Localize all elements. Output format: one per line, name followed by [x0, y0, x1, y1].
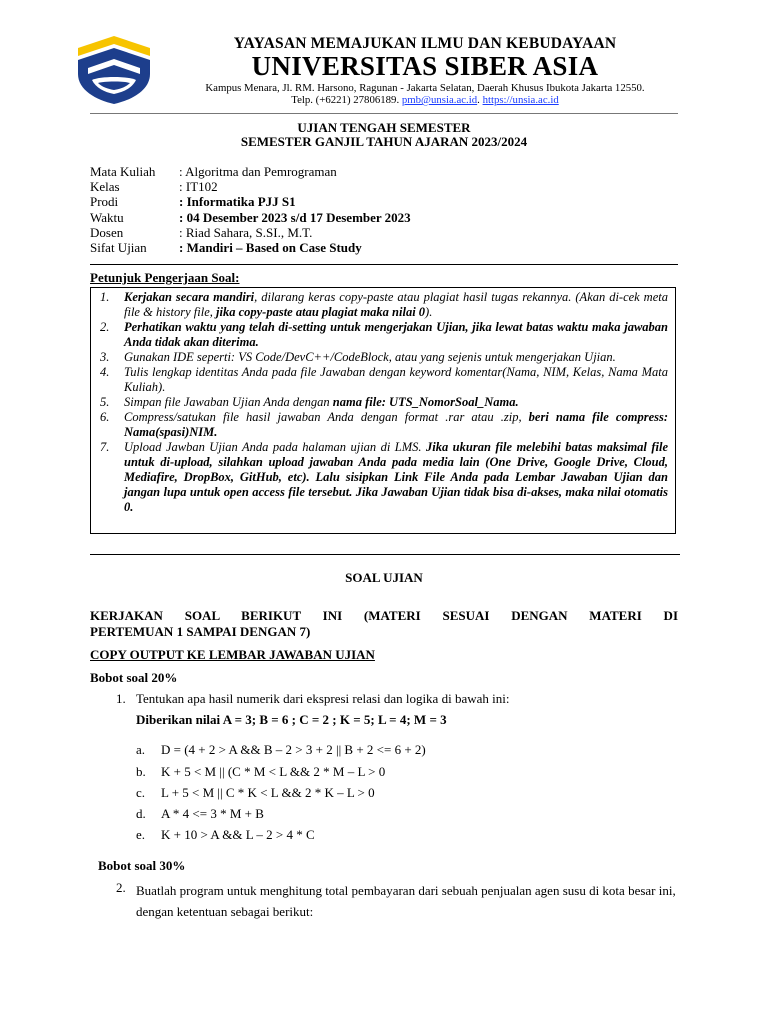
expression-letter: d. [136, 806, 146, 821]
instruction-text: jika copy-paste atau plagiat maka nilai 0 [216, 305, 426, 319]
info-row-exam-type [90, 240, 362, 256]
expression-letter: c. [136, 785, 146, 800]
info-value: : Riad Sahara, S.SI., M.T. [179, 225, 313, 240]
expression-text: A * 4 <= 3 * M + B [161, 806, 264, 821]
website-link[interactable]: https://unsia.ac.id [482, 94, 559, 106]
info-label: Prodi [90, 194, 119, 209]
soal-title: SOAL UJIAN [345, 570, 423, 585]
unsia-logo-icon [74, 34, 154, 106]
expression-letter: a. [136, 742, 146, 757]
instruction-text: Gunakan IDE seperti: VS Code/DevC++/CodeBlock, atau yang sejenis untuk mengerjakan Ujian. [124, 350, 616, 364]
expression-text: K + 10 > A && L – 2 > 4 * C [161, 827, 315, 842]
task-instruction-cont: PERTEMUAN 1 SAMPAI DENGAN 7) [90, 624, 311, 639]
info-value: : Algoritma dan Pemrograman [179, 164, 337, 179]
instruction-text: Compress/satukan file hasil jawaban Anda dengan format .rar atau .zip, [124, 410, 529, 424]
instruction-number: 1. [100, 290, 110, 304]
instruction-text: Tulis lengkap identitas Anda pada file Jawaban dengan keyword komentar(Nama, NIM, Kelas, Nama Mata Kuliah). [124, 365, 668, 394]
instruction-text: , dilarang keras copy-paste atau plagiat hasil tugas rekannya. (Akan di-cek meta file & history file, [124, 290, 668, 319]
instruction-text: Jika ukuran file melebihi batas maksimal file untuk di-upload, silahkan upload jawaban Anda pada media lain (One Drive, Google Drive, Cloud, Mediafire, DropBox, GitHub, etc). Lalu sisipkan Link File Anda pada Lembar Jawaban Ujian dan jangan lupa untuk open access file tersebut. Jika Jawaban Ujian tidak bisa di-akses, maka nilai otomatis 0. [124, 440, 668, 514]
info-row-course [90, 164, 337, 180]
info-row-class [90, 179, 218, 195]
instruction-item [96, 320, 668, 350]
instruction-text: Simpan file Jawaban Ujian Anda dengan [124, 395, 333, 409]
info-value: : Mandiri – Based on Case Study [179, 240, 362, 255]
question-text: Buatlah program untuk menghitung total pembayaran dari sebuah penjualan agen susu di kota besar ini, dengan ketentuan sebagai berikut: [136, 883, 676, 919]
given-values: Diberikan nilai A = 3; B = 6 ; C = 2 ; K = 5; L = 4; M = 3 [136, 712, 447, 727]
expression-text: K + 5 < M || (C * M < L && 2 * M – L > 0 [161, 764, 386, 779]
info-label: Mata Kuliah [90, 164, 156, 179]
contact-line: Telp. (+6221) 27806189. pmb@unsia.ac.id. https://unsia.ac.id [291, 94, 559, 106]
question-number: 1. [116, 691, 126, 706]
task-instruction: KERJAKAN SOAL BERIKUT INI (MATERI SESUAI DENGAN MATERI DI [90, 608, 678, 623]
exam-title: UJIAN TENGAH SEMESTER [297, 120, 471, 135]
expression-letter: b. [136, 764, 146, 779]
instruction-item [96, 410, 668, 440]
info-value: : 04 Desember 2023 s/d 17 Desember 2023 [179, 210, 411, 225]
instructions-heading: Petunjuk Pengerjaan Soal: [90, 270, 240, 285]
expression-item [136, 742, 426, 758]
instruction-text: Kerjakan secara mandiri [124, 290, 255, 304]
instruction-number: 2. [100, 320, 110, 334]
question-weight: Bobot soal 20% [90, 670, 178, 685]
phone-number: Telp. (+6221) 27806189. [291, 94, 400, 106]
info-row-program [90, 194, 296, 210]
instruction-number: 4. [100, 365, 110, 379]
instruction-text: Upload Jawban Ujian Anda pada halaman ujian di LMS. [124, 440, 426, 454]
question-weight: Bobot soal 30% [98, 858, 186, 873]
instruction-text: Perhatikan waktu yang telah di-setting untuk mengerjakan Ujian, jika lewat batas waktu maka jawaban Anda tidak akan diterima. [124, 320, 668, 349]
info-row-time [90, 210, 411, 226]
expression-item [136, 827, 315, 843]
info-label: Dosen [90, 225, 124, 240]
expression-text: L + 5 < M || C * K < L && 2 * K – L > 0 [161, 785, 375, 800]
instruction-text: nama file: UTS_NomorSoal_Nama. [332, 395, 519, 409]
foundation-name: YAYASAN MEMAJUKAN ILMU DAN KEBUDAYAAN [233, 35, 617, 52]
info-value: : Informatika PJJ S1 [179, 194, 296, 209]
university-name: UNIVERSITAS SIBER ASIA [251, 51, 599, 81]
instruction-item [96, 290, 668, 320]
expression-item [136, 764, 385, 780]
instructions-list [96, 290, 668, 515]
info-value: : IT102 [179, 179, 218, 194]
question-number: 2. [116, 880, 126, 895]
info-label: Sifat Ujian [90, 240, 147, 255]
instruction-text: beri nama file compress: Nama(spasi)NIM. [124, 410, 669, 439]
section-divider [90, 554, 680, 555]
info-label: Kelas [90, 179, 120, 194]
instruction-number: 5. [100, 395, 110, 409]
instruction-item [96, 440, 668, 515]
instruction-item [96, 395, 668, 410]
instruction-number: 6. [100, 410, 110, 424]
campus-address: Kampus Menara, Jl. RM. Harsono, Ragunan - Jakarta Selatan, Daerah Khusus Ibukota Jakarta 12550. [205, 82, 645, 94]
instruction-text: ). [425, 305, 433, 319]
email-link[interactable]: pmb@unsia.ac.id [401, 94, 478, 106]
question-text: Tentukan apa hasil numerik dari ekspresi relasi dan logika di bawah ini: [136, 691, 510, 706]
info-divider [90, 264, 678, 265]
instruction-number: 7. [100, 440, 110, 454]
instruction-item [96, 365, 668, 395]
instruction-item [96, 350, 668, 365]
info-label: Waktu [90, 210, 124, 225]
copy-output-instruction: COPY OUTPUT KE LEMBAR JAWABAN UJIAN [90, 647, 375, 662]
header-divider [90, 113, 678, 114]
expression-item [136, 806, 264, 822]
instruction-number: 3. [100, 350, 110, 364]
expression-text: D = (4 + 2 > A && B – 2 > 3 + 2 || B + 2 <= 6 + 2) [161, 742, 426, 757]
expression-item [136, 785, 375, 801]
expression-letter: e. [136, 827, 146, 842]
exam-semester: SEMESTER GANJIL TAHUN AJARAN 2023/2024 [240, 134, 528, 149]
info-row-lecturer [90, 225, 312, 241]
